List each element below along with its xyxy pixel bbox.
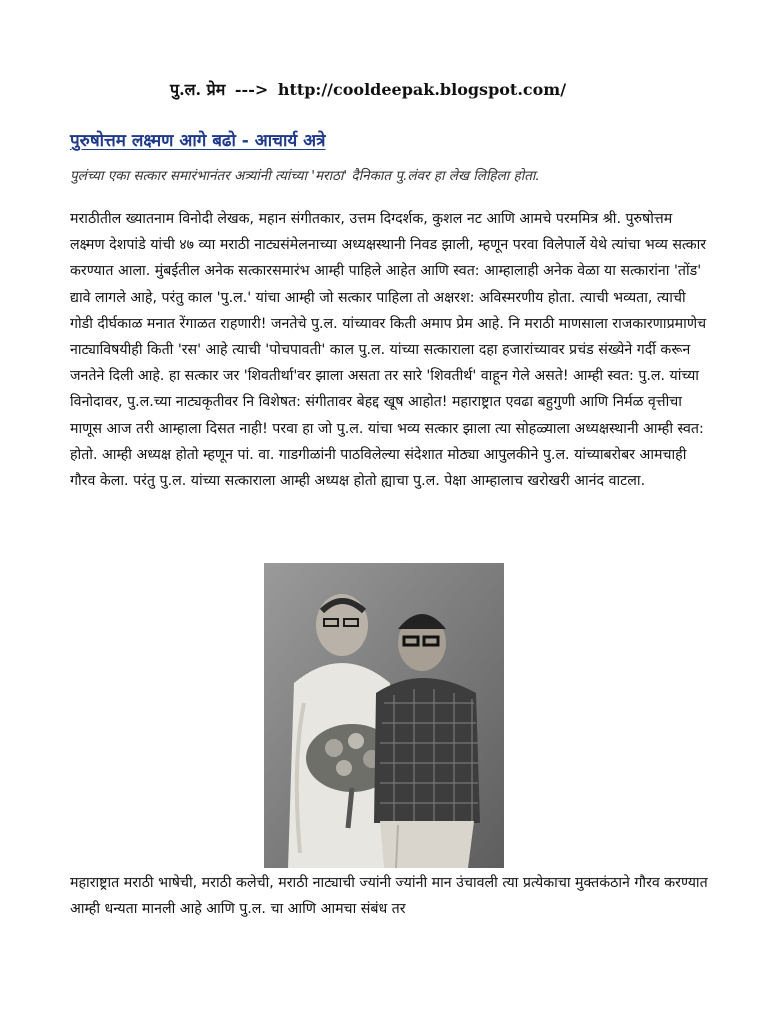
article-photo (264, 563, 504, 868)
article-title: पुरुषोत्तम लक्ष्मण आगे बढो - आचार्य अत्रे (70, 131, 326, 151)
arrow-text: ---> (234, 80, 269, 99)
blog-header (170, 78, 566, 100)
closing-paragraph: महाराष्ट्रात मराठी भाषेची, मराठी कलेची, मराठी नाट्याची ज्यांनी ज्यांनी मान उंचावली त्या प्रत्येकाचा मुक्तकंठाने गौरव करण्यात आम्ही धन्यता मानली आहे आणि पु.ल. चा आणि आमचा संबंध तर (70, 875, 708, 918)
article-body: मराठीतील ख्यातनाम विनोदी लेखक, महान संगीतकार, उत्तम दिग्दर्शक, कुशल नट आणि आमचे परममित्र श्री. पुरुषोत्तम लक्ष्मण देशपांडे यांची ४७ व्या मराठी नाट्यसंमेलनाच्या अध्यक्षस्थानी निवड झाली, म्हणून परवा विलेपार्ले येथे त्यांचा भव्य सत्कार करण्यात आला. मुंबईतील अनेक सत्कारसमारंभ आम्ही पाहिले आहेत आणि स्वत: आम्हालाही अनेक वेळा या सत्कारांना 'तोंड' द्यावे लागले आहे, परंतु काल 'पु.ल.' यांचा आम्ही जो सत्कार पाहिला तो अक्षरश: अविस्मरणीय होता. त्याची भव्यता, त्याची गोडी दीर्घकाळ मनात रेंगाळत राहणारी! जनतेचे पु.ल. यांच्यावर किती अमाप प्रेम आहे. नि मराठी माणसाला राजकारणाप्रमाणेच नाट्याविषयीही किती 'रस' आहे त्याची 'पोचपावती' काल पु.ल. यांच्या सत्काराला दहा हजारांच्यावर प्रचंड संख्येने गर्दी करून जनतेने दिली आहे. हा सत्कार जर 'शिवतीर्था'वर झाला असता तर सारे 'शिवतीर्थ' वाहून गेले असते! आम्ही स्वत: पु.ल. यांच्या विनोदावर, पु.ल.च्या नाट्यकृतीवर नि विशेषत: संगीतावर बेहद्द खूष आहोत! महाराष्ट्रात एवढा बहुगुणी आणि निर्मळ वृत्तीचा माणूस आज तरी आम्हाला दिसत नाही! परवा हा जो पु.ल. यांचा भव्य सत्कार झाला त्या सोहळ्याला अध्यक्षस्थानी आम्ही स्वत: होतो. आम्ही अध्यक्ष होतो म्हणून पां. वा. गाडगीळांनी पाठविलेल्या संदेशात मोठ्या आपुलकीने पु.ल. यांच्याबरोबर आमचाही गौरव केला. परंतु पु.ल. यांच्या सत्काराला आम्ही अध्यक्ष होतो ह्याचा पु.ल. पेक्षा आम्हालाच खरोखरी आनंद वाटला. (70, 211, 707, 490)
intro-note: पुलंच्या एका सत्कार समारंभानंतर अत्र्यांनी त्यांच्या 'मराठा' दैनिकात पु.लंवर हा लेख लिहिला होता. (70, 168, 540, 184)
blog-title: पु.ल. प्रेम (170, 80, 226, 99)
photo-icon (264, 563, 504, 868)
blog-url-link[interactable]: http://cooldeepak.blogspot.com/ (277, 80, 567, 99)
